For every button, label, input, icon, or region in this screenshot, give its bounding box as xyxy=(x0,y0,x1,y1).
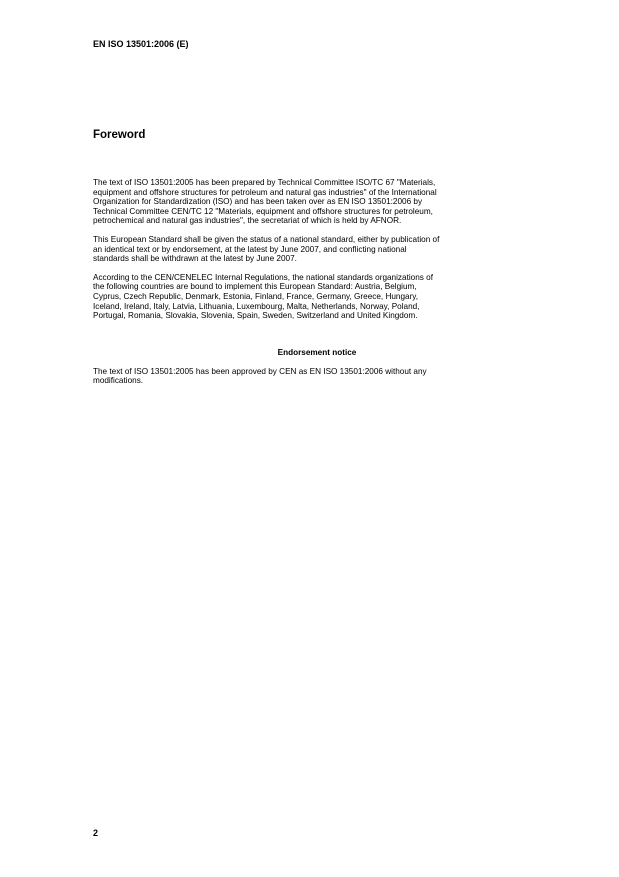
text-line: Technical Committee CEN/TC 12 "Materials, equipment and offshore structures for petroleum, xyxy=(93,206,433,216)
text-line: According to the CEN/CENELEC Internal Regulations, the national standards organizations of xyxy=(93,272,433,282)
foreword-paragraph-2 xyxy=(93,235,541,264)
text-line: Organization for Standardization (ISO) and has been taken over as EN ISO 13501:2006 by xyxy=(93,197,423,207)
text-line: Cyprus, Czech Republic, Denmark, Estonia, Finland, France, Germany, Greece, Hungary, xyxy=(93,291,419,301)
text-line: an identical text or by endorsement, at the latest by June 2007, and conflicting national xyxy=(93,244,407,254)
text-line: petrochemical and natural gas industries", the secretariat of which is held by AFNOR. xyxy=(93,216,402,226)
text-line: modifications. xyxy=(93,376,144,386)
text-line: equipment and offshore structures for petroleum and natural gas industries" of the International xyxy=(93,187,437,197)
page-number: 2 xyxy=(93,828,99,838)
foreword-paragraph-3 xyxy=(93,273,541,321)
text-line: The text of ISO 13501:2005 has been prepared by Technical Committee ISO/TC 67 "Materials, xyxy=(93,178,436,187)
text-line: Iceland, Ireland, Italy, Latvia, Lithuania, Luxembourg, Malta, Netherlands, Norway, Poland, xyxy=(93,301,420,311)
text-line: the following countries are bound to implement this European Standard: Austria, Belgium, xyxy=(93,282,417,292)
foreword-heading: Foreword xyxy=(93,129,146,141)
document-header: EN ISO 13501:2006 (E) xyxy=(93,39,189,49)
text-line: This European Standard shall be given the status of a national standard, either by publication of xyxy=(93,234,440,244)
text-line: Portugal, Romania, Slovakia, Slovenia, Spain, Sweden, Switzerland and United Kingdom. xyxy=(93,311,418,321)
endorsement-notice-heading: Endorsement notice xyxy=(277,347,357,357)
foreword-paragraph-1 xyxy=(93,178,541,226)
endorsement-paragraph xyxy=(93,367,541,386)
text-line: standards shall be withdrawn at the latest by June 2007. xyxy=(93,254,297,264)
text-line: The text of ISO 13501:2005 has been approved by CEN as EN ISO 13501:2006 without any xyxy=(93,366,427,376)
foreword-body xyxy=(93,178,541,395)
